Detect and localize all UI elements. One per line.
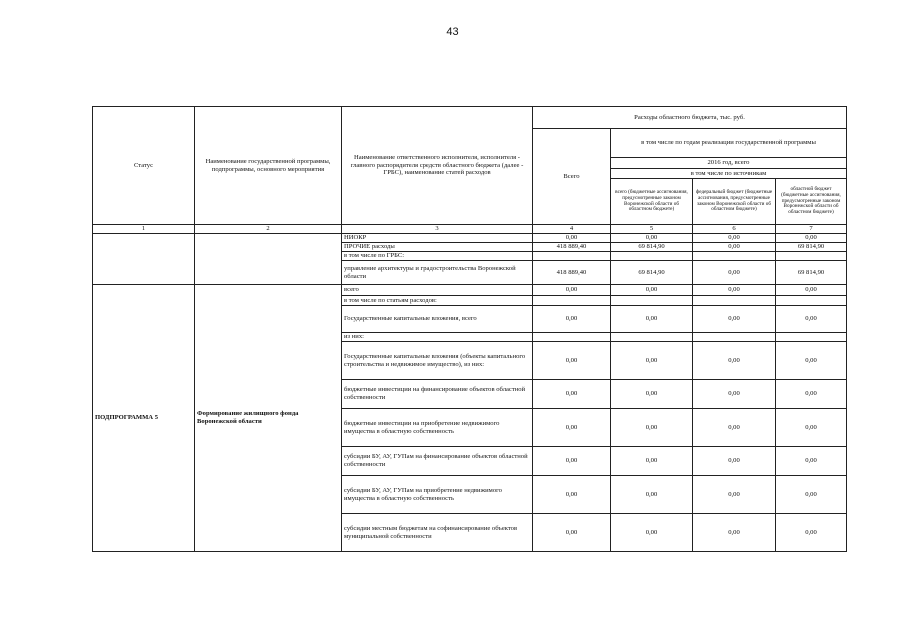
row-label: в том числе по ГРБС:	[342, 252, 533, 261]
value-regional: 0,00	[776, 380, 847, 409]
column-number: 7	[776, 225, 847, 234]
row-label: субсидии БУ, АУ, ГУПам на приобретение недвижимого имущества в областную собственность	[342, 476, 533, 514]
row-label: бюджетные инвестиции на приобретение недвижимого имущества в областную собственность	[342, 409, 533, 447]
value-total: 0,00	[533, 342, 611, 380]
row-label: ПРОЧИЕ расходы	[342, 243, 533, 252]
value-regional: 0,00	[776, 447, 847, 476]
row-label: из них:	[342, 333, 533, 342]
subprogram-name: Формирование жилищного фонда Воронежской области	[195, 285, 342, 552]
value-regional: 0,00	[776, 409, 847, 447]
column-number-row	[93, 225, 847, 234]
value-federal: 0,00	[693, 447, 776, 476]
program-cell-empty	[195, 234, 342, 285]
budget-table	[92, 106, 847, 552]
row-label: Государственные капитальные вложения (объекты капитального строительства и недвижимое имущество), из них:	[342, 342, 533, 380]
value-regional: 0,00	[776, 476, 847, 514]
row-label: НИОКР	[342, 234, 533, 243]
row-label: бюджетные инвестиции на финансирование объектов областной собственности	[342, 380, 533, 409]
value-regional: 69 814,90	[776, 261, 847, 285]
value-total: 0,00	[533, 447, 611, 476]
column-number: 1	[93, 225, 195, 234]
value-regional: 69 814,90	[776, 243, 847, 252]
value-total: 418 889,40	[533, 243, 611, 252]
row-label: субсидии БУ, АУ, ГУПам на финансирование объектов областной собственности	[342, 447, 533, 476]
column-number: 6	[693, 225, 776, 234]
header-source-total: всего (бюджетные ассигнования, предусмотренные законом Воронежской области об областном бюджете)	[611, 179, 693, 225]
table-row	[93, 234, 847, 243]
value-federal: 0,00	[693, 234, 776, 243]
value-regional: 0,00	[776, 234, 847, 243]
value-federal: 0,00	[693, 476, 776, 514]
value-total: 0,00	[533, 234, 611, 243]
value-total: 418 889,40	[533, 261, 611, 285]
value-federal: 0,00	[693, 306, 776, 333]
header-total: Всего	[533, 129, 611, 225]
header-program-name: Наименование государственной программы, подпрограммы, основного мероприятия	[195, 107, 342, 225]
table-row	[93, 285, 847, 296]
value-year-total: 0,00	[611, 409, 693, 447]
column-number: 4	[533, 225, 611, 234]
value-regional: 0,00	[776, 342, 847, 380]
header-source-federal: федеральный бюджет (бюджетные ассигнования, предусмотренные законом Воронежской области об областном бюджете)	[693, 179, 776, 225]
value-federal: 0,00	[693, 409, 776, 447]
column-number: 3	[342, 225, 533, 234]
header-executor: Наименование ответственного исполнителя, исполнителя - главного распорядителя средств областного бюджета (далее - ГРБС), наименование статей расходов	[342, 107, 533, 225]
value-regional: 0,00	[776, 306, 847, 333]
value-year-total: 69 814,90	[611, 261, 693, 285]
value-year-total: 0,00	[611, 234, 693, 243]
page-number: 43	[446, 26, 459, 38]
header-year: 2016 год, всего	[611, 158, 847, 169]
header-by-years: в том числе по годам реализации государственной программы	[611, 129, 847, 158]
value-federal: 0,00	[693, 342, 776, 380]
row-label: всего	[342, 285, 533, 296]
value-regional: 0,00	[776, 285, 847, 296]
value-total: 0,00	[533, 285, 611, 296]
value-year-total: 0,00	[611, 285, 693, 296]
value-total: 0,00	[533, 380, 611, 409]
value-federal: 0,00	[693, 514, 776, 552]
status-cell-empty	[93, 234, 195, 285]
value-total: 0,00	[533, 306, 611, 333]
row-label: субсидии местным бюджетам на софинансирование объектов муниципальной собственности	[342, 514, 533, 552]
value-year-total: 0,00	[611, 514, 693, 552]
value-total: 0,00	[533, 514, 611, 552]
value-federal: 0,00	[693, 380, 776, 409]
value-federal: 0,00	[693, 243, 776, 252]
value-total: 0,00	[533, 476, 611, 514]
value-federal: 0,00	[693, 285, 776, 296]
subprogram-status: ПОДПРОГРАММА 5	[93, 285, 195, 552]
value-total: 0,00	[533, 409, 611, 447]
column-number: 5	[611, 225, 693, 234]
row-label: управление архитектуры и градостроительства Воронежской области	[342, 261, 533, 285]
row-label: в том числе по статьям расходов:	[342, 296, 533, 306]
value-year-total: 0,00	[611, 306, 693, 333]
value-regional: 0,00	[776, 514, 847, 552]
value-year-total: 0,00	[611, 380, 693, 409]
value-year-total: 0,00	[611, 342, 693, 380]
value-year-total: 0,00	[611, 476, 693, 514]
value-year-total: 69 814,90	[611, 243, 693, 252]
header-expenses-title: Расходы областного бюджета, тыс. руб.	[533, 107, 847, 129]
value-federal: 0,00	[693, 261, 776, 285]
header-by-sources: в том числе по источникам	[611, 169, 847, 179]
header-source-regional: областной бюджет (бюджетные ассигнования, предусмотренные законом Воронежской области об областном бюджете)	[776, 179, 847, 225]
header-status: Статус	[93, 107, 195, 225]
value-year-total: 0,00	[611, 447, 693, 476]
column-number: 2	[195, 225, 342, 234]
row-label: Государственные капитальные вложения, всего	[342, 306, 533, 333]
